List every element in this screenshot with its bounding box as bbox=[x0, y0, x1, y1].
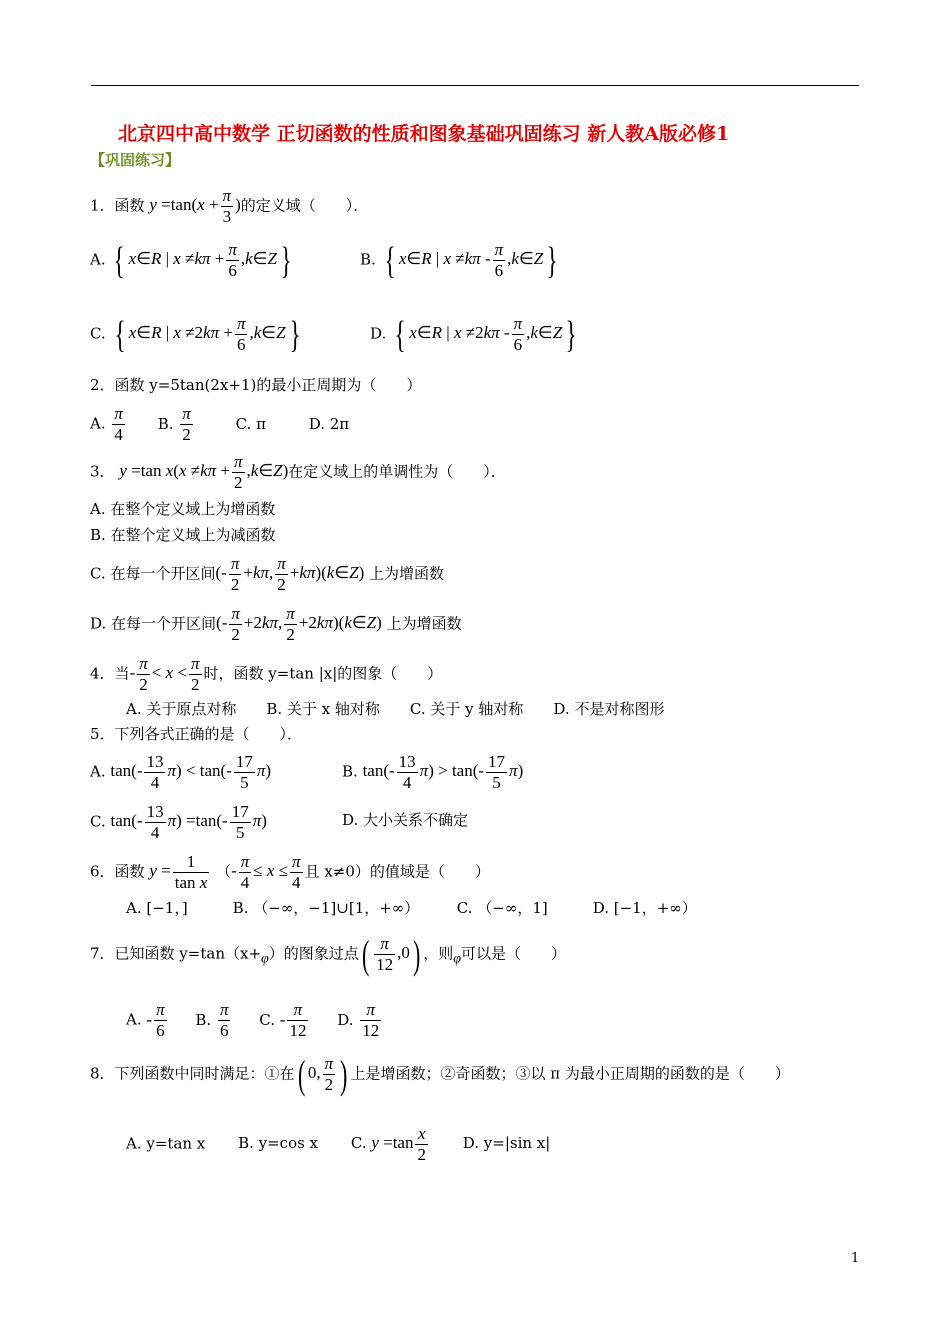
q3-option-b: B. 在整个定义域上为减函数 bbox=[90, 526, 276, 544]
q8-options: A. y=tan x B. y=cos x C. y =tan $\frac{x}{2}$ D. y=|sin x| bbox=[126, 1124, 551, 1164]
question-4: 4．当- $\frac{\pi}{2}$ < x < $\frac{\pi}{2}$ 时，函数 y=tan |x|的图象（ ） bbox=[90, 654, 443, 694]
question-2: 2．函数 y=5tan(2x+1)的最小正周期为（ ） bbox=[90, 376, 422, 394]
section-heading: 【巩固练习】 bbox=[90, 151, 181, 169]
question-7: 7．已知函数 y=tan（x+φ）的图象过点( $\frac{\pi}{12}$ ,0) ，则φ可以是（ ） bbox=[90, 931, 566, 977]
q1-option-c: C. { x∈R | x ≠2kπ + $\frac{\pi}{6}$ ,k∈Z} bbox=[90, 313, 301, 356]
q1-option-d: D. { x∈R | x ≠2kπ - $\frac{\pi}{6}$ ,k∈Z} bbox=[370, 313, 577, 356]
question-8: 8．下列函数中同时满足：①在( 0, $\frac{\pi}{2}$ ) 上是增函数；②奇函数；③以 π 为最小正周期的函数的是（ ） bbox=[90, 1051, 790, 1097]
q1-option-a: A. { x∈R | x ≠kπ + $\frac{\pi}{6}$ ,k∈Z} bbox=[90, 239, 292, 282]
q1-lead: 1．函数 bbox=[90, 196, 145, 215]
question-1 bbox=[90, 186, 368, 227]
question-3: 3． y =tan x(x ≠kπ + $\frac{\pi}{2}$ ,k∈Z)在定义域上的单调性为（ ）． bbox=[90, 452, 506, 492]
q4-options: A. 关于原点对称 B. 关于 x 轴对称 C. 关于 y 轴对称 D. 不是对称图形 bbox=[126, 700, 665, 718]
q5-option-b: B. tan(- $\frac{13}{4}$ π) > tan(- $\frac{17}{5}$ π) bbox=[342, 752, 524, 792]
document-title: 北京四中高中数学 正切函数的性质和图象基础巩固练习 新人教A版必修1 bbox=[118, 123, 730, 145]
q5-option-c: C. tan(- $\frac{13}{4}$ π) =tan(- $\frac{17}{5}$ π) bbox=[90, 802, 267, 842]
page-number: 1 bbox=[851, 1251, 860, 1266]
q2-options: A. $\frac{\pi}{4}$ B. $\frac{\pi}{2}$ C. π D. 2π bbox=[90, 404, 350, 444]
q5-option-a: A. tan(- $\frac{13}{4}$ π) < tan(- $\frac{17}{5}$ π) bbox=[90, 752, 272, 792]
q3-option-a: A. 在整个定义域上为增函数 bbox=[90, 500, 276, 518]
q3-option-d: D. 在每一个开区间(- $\frac{\pi}{2}$ +2kπ, $\frac{\pi}{2}$ +2kπ)(k∈Z) 上为增函数 bbox=[90, 604, 462, 644]
q5-option-d: D. 大小关系不确定 bbox=[342, 811, 469, 829]
q7-options: A. - $\frac{\pi}{6}$ B. $\frac{\pi}{6}$ C. - $\frac{\pi}{12}$ D. $\frac{\pi}{12}$ bbox=[126, 1000, 380, 1041]
header-rule bbox=[91, 85, 859, 86]
question-5: 5．下列各式正确的是（ ）． bbox=[90, 725, 303, 743]
q1-formula: y =tan(x + $\frac{\pi}{3}$ ) bbox=[149, 186, 241, 226]
q1-option-b: B. { x∈R | x ≠kπ - $\frac{\pi}{6}$ ,k∈Z} bbox=[360, 239, 558, 282]
q3-option-c: C. 在每一个开区间(- $\frac{\pi}{2}$ +kπ, $\frac{\pi}{2}$ +kπ)(k∈Z) 上为增函数 bbox=[90, 554, 445, 594]
q1-tail: 的定义域（ ）． bbox=[240, 196, 369, 215]
question-6: 6．函数 y = $\frac{1}{\text{tan x}}$ （- $\frac{\pi}{4}$ ≤ x ≤ $\frac{\pi}{4}$ 且 x≠0）的值域是（ ） bbox=[90, 852, 490, 892]
q6-options: A. [−1，] B. （−∞，−1]∪[1，+∞） C. （−∞，1] D. [−1，+∞） bbox=[126, 899, 697, 917]
